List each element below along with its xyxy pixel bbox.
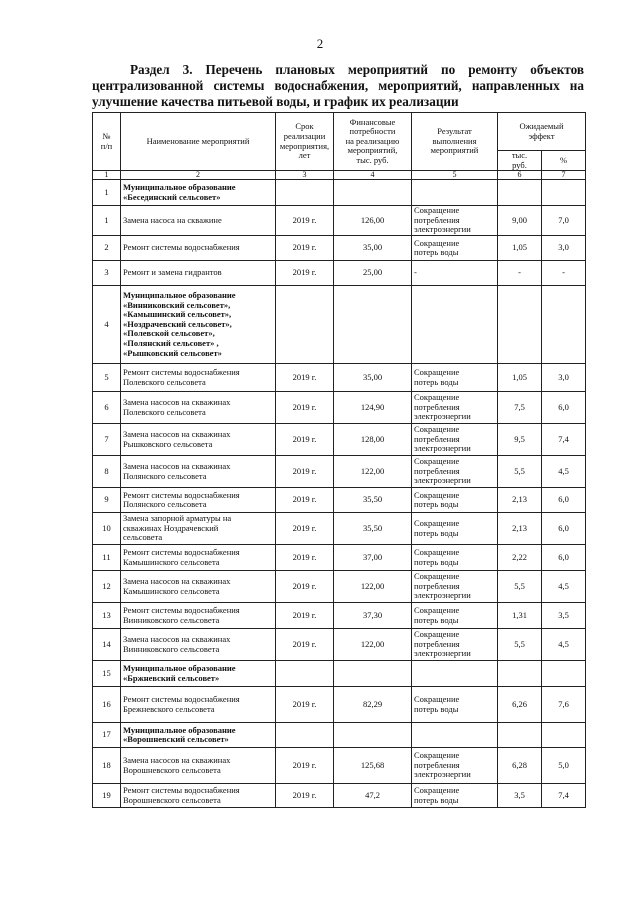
effect-percent: - — [542, 261, 586, 286]
table-header — [93, 113, 586, 180]
measure-name: Муниципальное образование «Ворошневский сельсовет» — [121, 723, 276, 748]
measure-name: Муниципальное образование «Бесединский сельсовет» — [121, 180, 276, 206]
row-number: 4 — [93, 286, 121, 364]
effect-percent: 7,6 — [542, 687, 586, 723]
implementation-term: 2019 г. — [276, 236, 334, 261]
measures-table — [92, 112, 586, 808]
measure-name: Ремонт системы водоснабжения Ворошневского сельсовета — [121, 784, 276, 808]
finance-amount: 124,90 — [334, 392, 412, 424]
measure-name: Замена запорной арматуры на скважинах Ноздрачевский сельсовета — [121, 513, 276, 545]
row-number: 1 — [93, 180, 121, 206]
finance-amount — [334, 286, 412, 364]
measure-name: Муниципальное образование «Бржневский сельсовет» — [121, 661, 276, 687]
header-finance: Финансовые потребности на реализацию мероприятий, тыс. руб. — [334, 113, 412, 171]
effect-rub: 1,31 — [498, 603, 542, 629]
finance-amount: 125,68 — [334, 748, 412, 784]
finance-amount — [334, 661, 412, 687]
section-heading-text: Раздел 3. Перечень плановых мероприятий по ремонту объектов централизованной системы водоснабжения, мероприятий, направленных на улучшение качества питьевой воды, и график их реализации — [92, 62, 584, 109]
finance-amount — [334, 723, 412, 748]
finance-amount: 122,00 — [334, 456, 412, 488]
effect-rub: 1,05 — [498, 364, 542, 392]
measure-result — [412, 723, 498, 748]
row-number: 11 — [93, 545, 121, 571]
finance-amount: 122,00 — [334, 571, 412, 603]
finance-amount: 37,30 — [334, 603, 412, 629]
measure-result: Сокращение потерь воды — [412, 687, 498, 723]
header-term: Срок реализации мероприятия, лет — [276, 113, 334, 171]
finance-amount: 35,00 — [334, 236, 412, 261]
row-number: 9 — [93, 488, 121, 513]
column-number: 7 — [542, 171, 586, 180]
effect-percent: 6,0 — [542, 513, 586, 545]
effect-percent: 5,0 — [542, 748, 586, 784]
column-number: 2 — [121, 171, 276, 180]
measure-result: Сокращение потерь воды — [412, 488, 498, 513]
measure-name: Замена насосов на скважинах Рышковского сельсовета — [121, 424, 276, 456]
table-row — [93, 687, 586, 723]
implementation-term: 2019 г. — [276, 456, 334, 488]
implementation-term: 2019 г. — [276, 488, 334, 513]
measure-result: Сокращение потребления электроэнергии — [412, 424, 498, 456]
table-row — [93, 513, 586, 545]
column-number: 6 — [498, 171, 542, 180]
measure-result: Сокращение потребления электроэнергии — [412, 748, 498, 784]
header-num: № п/п — [93, 113, 121, 171]
implementation-term — [276, 180, 334, 206]
measure-result: Сокращение потребления электроэнергии — [412, 571, 498, 603]
header-effect-pct: % — [542, 151, 586, 171]
row-number: 14 — [93, 629, 121, 661]
measure-result: Сокращение потребления электроэнергии — [412, 456, 498, 488]
measure-name: Ремонт системы водоснабжения — [121, 236, 276, 261]
measure-result — [412, 180, 498, 206]
measure-name: Замена насосов на скважинах Камышинского сельсовета — [121, 571, 276, 603]
effect-rub: - — [498, 261, 542, 286]
finance-amount: 35,00 — [334, 364, 412, 392]
effect-percent — [542, 286, 586, 364]
measure-result: Сокращение потерь воды — [412, 513, 498, 545]
finance-amount: 122,00 — [334, 629, 412, 661]
measure-result: Сокращение потерь воды — [412, 364, 498, 392]
table-row — [93, 629, 586, 661]
finance-amount: 126,00 — [334, 206, 412, 236]
measure-result: Сокращение потерь воды — [412, 784, 498, 808]
measure-name: Ремонт системы водоснабжения Полевского сельсовета — [121, 364, 276, 392]
measure-result — [412, 286, 498, 364]
header-result: Результат выполнения мероприятий — [412, 113, 498, 171]
effect-rub: 6,26 — [498, 687, 542, 723]
municipality-row — [93, 286, 586, 364]
measure-result: Сокращение потребления электроэнергии — [412, 392, 498, 424]
effect-rub: 1,05 — [498, 236, 542, 261]
implementation-term: 2019 г. — [276, 206, 334, 236]
implementation-term: 2019 г. — [276, 571, 334, 603]
measure-result: Сокращение потерь воды — [412, 603, 498, 629]
effect-rub: 2,22 — [498, 545, 542, 571]
row-number: 2 — [93, 236, 121, 261]
effect-rub: 5,5 — [498, 456, 542, 488]
effect-percent — [542, 180, 586, 206]
row-number: 3 — [93, 261, 121, 286]
municipality-row — [93, 661, 586, 687]
effect-percent: 6,0 — [542, 545, 586, 571]
row-number: 6 — [93, 392, 121, 424]
implementation-term: 2019 г. — [276, 261, 334, 286]
table-row — [93, 236, 586, 261]
implementation-term: 2019 г. — [276, 364, 334, 392]
municipality-row — [93, 723, 586, 748]
header-effect-rub: тыс. руб. — [498, 151, 542, 171]
row-number: 17 — [93, 723, 121, 748]
measure-result: Сокращение потерь воды — [412, 545, 498, 571]
effect-percent: 3,0 — [542, 364, 586, 392]
implementation-term: 2019 г. — [276, 424, 334, 456]
measure-name: Замена насоса на скважине — [121, 206, 276, 236]
finance-amount: 37,00 — [334, 545, 412, 571]
table-row — [93, 206, 586, 236]
measure-name: Муниципальное образование «Винниковский сельсовет», «Камышинский сельсовет», «Ноздрачевский сельсовет», «Полевской сельсовет», «Полянский сельсовет» , «Рышковский сельсовет» — [121, 286, 276, 364]
row-number: 1 — [93, 206, 121, 236]
effect-percent: 7,4 — [542, 784, 586, 808]
measure-result: Сокращение потерь воды — [412, 236, 498, 261]
page-number: 2 — [316, 36, 324, 51]
effect-rub — [498, 661, 542, 687]
implementation-term: 2019 г. — [276, 545, 334, 571]
finance-amount: 128,00 — [334, 424, 412, 456]
row-number: 13 — [93, 603, 121, 629]
effect-rub: 7,5 — [498, 392, 542, 424]
effect-percent: 3,5 — [542, 603, 586, 629]
row-number: 16 — [93, 687, 121, 723]
column-number: 1 — [93, 171, 121, 180]
measure-name: Ремонт системы водоснабжения Брежневского сельсовета — [121, 687, 276, 723]
effect-rub — [498, 180, 542, 206]
effect-rub: 3,5 — [498, 784, 542, 808]
measure-name: Ремонт системы водоснабжения Камышинского сельсовета — [121, 545, 276, 571]
measure-name: Замена насосов на скважинах Винниковского сельсовета — [121, 629, 276, 661]
table-row — [93, 364, 586, 392]
effect-percent: 7,4 — [542, 424, 586, 456]
implementation-term: 2019 г. — [276, 603, 334, 629]
implementation-term — [276, 723, 334, 748]
effect-rub: 5,5 — [498, 571, 542, 603]
row-number: 7 — [93, 424, 121, 456]
implementation-term: 2019 г. — [276, 687, 334, 723]
effect-percent: 6,0 — [542, 488, 586, 513]
row-number: 12 — [93, 571, 121, 603]
effect-rub: 9,5 — [498, 424, 542, 456]
finance-amount — [334, 180, 412, 206]
header-effect: Ожидаемый эффект — [498, 113, 586, 151]
column-number: 4 — [334, 171, 412, 180]
implementation-term: 2019 г. — [276, 748, 334, 784]
effect-percent — [542, 661, 586, 687]
row-number: 10 — [93, 513, 121, 545]
measure-result: Сокращение потребления электроэнергии — [412, 206, 498, 236]
row-number: 18 — [93, 748, 121, 784]
implementation-term — [276, 661, 334, 687]
column-number: 3 — [276, 171, 334, 180]
implementation-term: 2019 г. — [276, 784, 334, 808]
measure-name: Замена насосов на скважинах Полевского сельсовета — [121, 392, 276, 424]
effect-percent: 3,0 — [542, 236, 586, 261]
effect-percent: 4,5 — [542, 629, 586, 661]
table-row — [93, 603, 586, 629]
municipality-row — [93, 180, 586, 206]
measure-name: Ремонт системы водоснабжения Винниковского сельсовета — [121, 603, 276, 629]
finance-amount: 47,2 — [334, 784, 412, 808]
measure-result — [412, 661, 498, 687]
table-row — [93, 571, 586, 603]
finance-amount: 25,00 — [334, 261, 412, 286]
effect-rub — [498, 286, 542, 364]
table-row — [93, 261, 586, 286]
effect-rub — [498, 723, 542, 748]
effect-percent: 4,5 — [542, 456, 586, 488]
section-heading — [92, 62, 584, 110]
effect-rub: 2,13 — [498, 488, 542, 513]
effect-percent: 6,0 — [542, 392, 586, 424]
measure-name: Ремонт системы водоснабжения Полянского сельсовета — [121, 488, 276, 513]
implementation-term: 2019 г. — [276, 629, 334, 661]
column-numbers-row — [93, 171, 586, 180]
table-body — [93, 180, 586, 808]
row-number: 8 — [93, 456, 121, 488]
finance-amount: 82,29 — [334, 687, 412, 723]
finance-amount: 35,50 — [334, 488, 412, 513]
table-row — [93, 784, 586, 808]
implementation-term — [276, 286, 334, 364]
row-number: 19 — [93, 784, 121, 808]
effect-percent: 4,5 — [542, 571, 586, 603]
effect-percent: 7,0 — [542, 206, 586, 236]
column-number: 5 — [412, 171, 498, 180]
measure-name: Замена насосов на скважинах Ворошневского сельсовета — [121, 748, 276, 784]
table-row — [93, 424, 586, 456]
header-name: Наименование мероприятий — [121, 113, 276, 171]
effect-rub: 9,00 — [498, 206, 542, 236]
effect-percent — [542, 723, 586, 748]
measure-name: Замена насосов на скважинах Полянского сельсовета — [121, 456, 276, 488]
effect-rub: 2,13 — [498, 513, 542, 545]
finance-amount: 35,50 — [334, 513, 412, 545]
measure-name: Ремонт и замена гидрантов — [121, 261, 276, 286]
effect-rub: 5,5 — [498, 629, 542, 661]
implementation-term: 2019 г. — [276, 392, 334, 424]
effect-rub: 6,28 — [498, 748, 542, 784]
table-row — [93, 488, 586, 513]
table-row — [93, 545, 586, 571]
measure-result: - — [412, 261, 498, 286]
row-number: 15 — [93, 661, 121, 687]
row-number: 5 — [93, 364, 121, 392]
table-row — [93, 456, 586, 488]
implementation-term: 2019 г. — [276, 513, 334, 545]
measure-result: Сокращение потребления электроэнергии — [412, 629, 498, 661]
table-row — [93, 392, 586, 424]
table-row — [93, 748, 586, 784]
